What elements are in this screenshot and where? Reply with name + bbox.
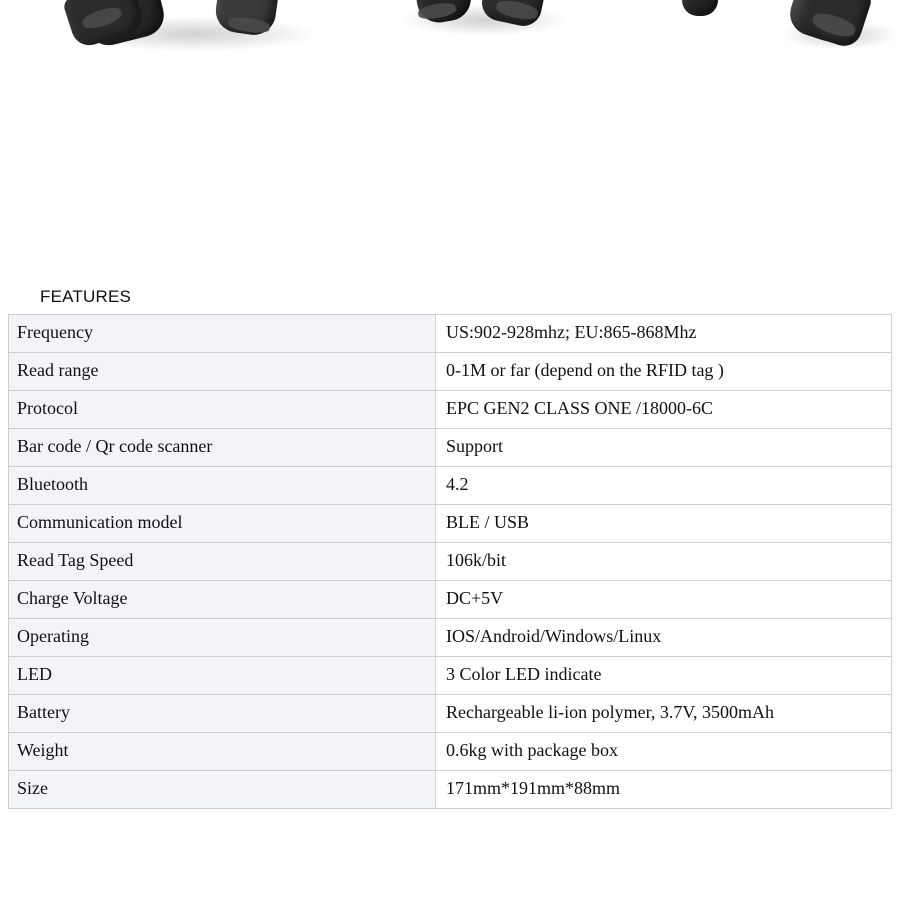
table-row bbox=[9, 505, 892, 543]
spec-key: Battery bbox=[9, 695, 436, 733]
table-row bbox=[9, 619, 892, 657]
spec-value: BLE / USB bbox=[436, 505, 892, 543]
product-photo-band bbox=[0, 0, 900, 120]
features-spec-table bbox=[8, 314, 892, 809]
spec-value: 106k/bit bbox=[436, 543, 892, 581]
spec-key: Charge Voltage bbox=[9, 581, 436, 619]
spec-value: US:902-928mhz; EU:865-868Mhz bbox=[436, 315, 892, 353]
spec-value: 0.6kg with package box bbox=[436, 733, 892, 771]
table-row bbox=[9, 391, 892, 429]
table-row bbox=[9, 733, 892, 771]
spec-key: Communication model bbox=[9, 505, 436, 543]
features-heading: FEATURES bbox=[40, 287, 132, 306]
table-row bbox=[9, 695, 892, 733]
rfid-scanner-photo-left bbox=[60, 0, 350, 70]
spec-key: Operating bbox=[9, 619, 436, 657]
rfid-scanner-photo-right bbox=[670, 0, 890, 80]
table-row bbox=[9, 657, 892, 695]
spec-key: Read range bbox=[9, 353, 436, 391]
spec-key: Frequency bbox=[9, 315, 436, 353]
spec-value: DC+5V bbox=[436, 581, 892, 619]
table-row bbox=[9, 429, 892, 467]
spec-key: Weight bbox=[9, 733, 436, 771]
rfid-scanner-photo-center bbox=[400, 0, 570, 62]
spec-value: 4.2 bbox=[436, 467, 892, 505]
spec-value: 3 Color LED indicate bbox=[436, 657, 892, 695]
table-row bbox=[9, 581, 892, 619]
spec-value: Support bbox=[436, 429, 892, 467]
spec-key: Protocol bbox=[9, 391, 436, 429]
table-row bbox=[9, 543, 892, 581]
spec-value: Rechargeable li-ion polymer, 3.7V, 3500mAh bbox=[436, 695, 892, 733]
spec-value: IOS/Android/Windows/Linux bbox=[436, 619, 892, 657]
spec-value: 0-1M or far (depend on the RFID tag ) bbox=[436, 353, 892, 391]
spec-key: Bar code / Qr code scanner bbox=[9, 429, 436, 467]
spec-value: 171mm*191mm*88mm bbox=[436, 771, 892, 809]
spec-key: Size bbox=[9, 771, 436, 809]
spec-table-body bbox=[9, 315, 892, 809]
spec-key: Read Tag Speed bbox=[9, 543, 436, 581]
spec-key: LED bbox=[9, 657, 436, 695]
table-row bbox=[9, 315, 892, 353]
table-row bbox=[9, 771, 892, 809]
spec-key: Bluetooth bbox=[9, 467, 436, 505]
scanner-grip bbox=[682, 0, 718, 16]
table-row bbox=[9, 467, 892, 505]
table-row bbox=[9, 353, 892, 391]
spec-value: EPC GEN2 CLASS ONE /18000-6C bbox=[436, 391, 892, 429]
